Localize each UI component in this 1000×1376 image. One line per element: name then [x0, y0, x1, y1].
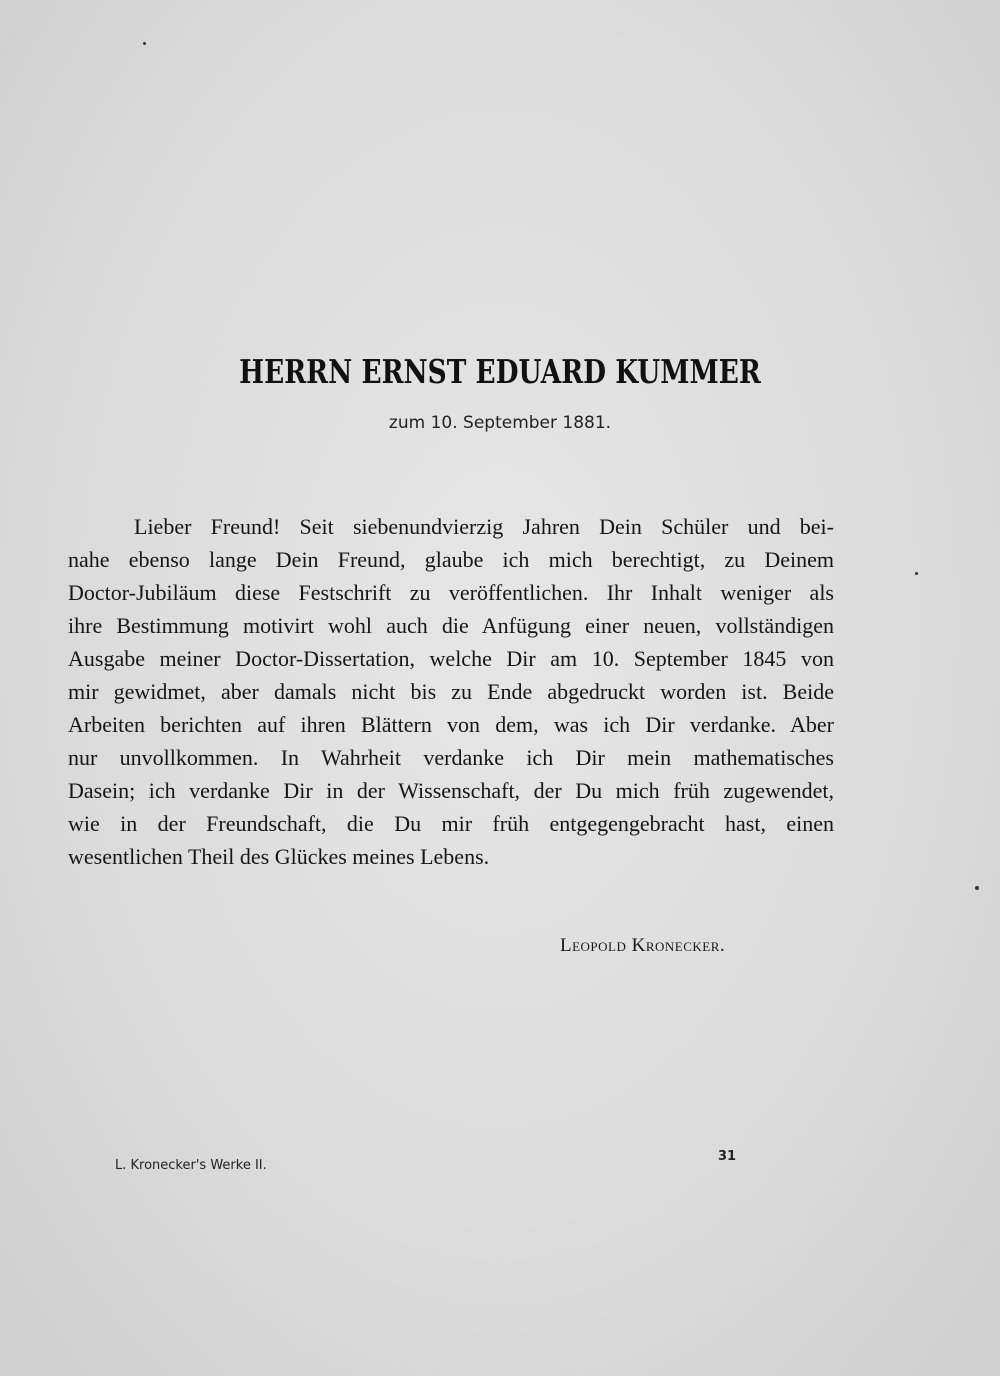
- paper-speck: [915, 572, 918, 575]
- body-line: wie in der Freundschaft, die Du mir früh entgegengebracht hast, einen: [68, 811, 834, 836]
- body-line: Arbeiten berichten auf ihren Blättern von dem, was ich Dir verdanke. Aber: [68, 712, 834, 737]
- body-line: Dasein; ich verdanke Dir in der Wissenschaft, der Du mich früh zugewendet,: [68, 778, 834, 803]
- signature: Leopold Kronecker.: [560, 935, 726, 956]
- body-line: Ausgabe meiner Doctor-Dissertation, welche Dir am 10. September 1845 von: [68, 646, 834, 671]
- footer-citation: L. Kronecker's Werke II.: [115, 1158, 267, 1173]
- body-line: ihre Bestimmung motivirt wohl auch die Anfügung einer neuen, vollständigen: [68, 613, 834, 638]
- body-line: mir gewidmet, aber damals nicht bis zu Ende abgedruckt worden ist. Beide: [68, 679, 834, 704]
- page-number: 31: [718, 1149, 737, 1164]
- page-subtitle: zum 10. September 1881.: [388, 413, 612, 433]
- page-title: HERRN ERNST EDUARD KUMMER: [239, 352, 761, 391]
- body-line: nahe ebenso lange Dein Freund, glaube ich mich berechtigt, zu Deinem: [68, 547, 834, 572]
- paper-speck: [143, 42, 146, 45]
- body-line: Doctor-Jubiläum diese Festschrift zu veröffentlichen. Ihr Inhalt weniger als: [68, 580, 834, 605]
- body-line: nur unvollkommen. In Wahrheit verdanke ich Dir mein mathematisches: [68, 745, 834, 770]
- paper-speck: [975, 886, 979, 890]
- body-paragraph: [68, 510, 834, 873]
- body-line: wesentlichen Theil des Glückes meines Lebens.: [68, 844, 490, 869]
- body-line: Lieber Freund! Seit siebenundvierzig Jahren Dein Schüler und bei-: [134, 514, 834, 539]
